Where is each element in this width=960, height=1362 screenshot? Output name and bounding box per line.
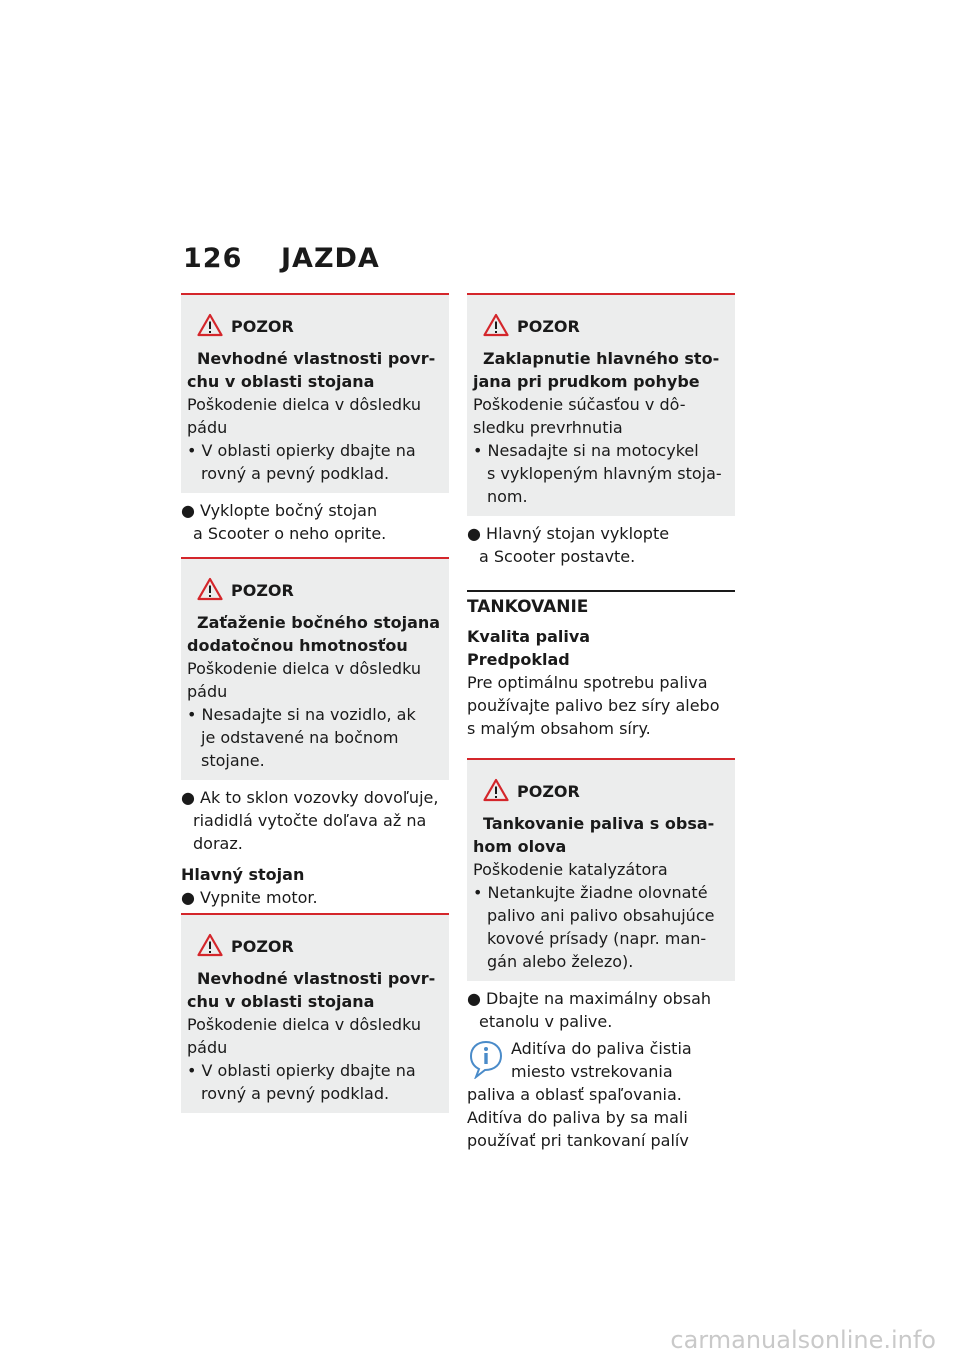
page-header [183,243,380,274]
instruction-step: ● Vypnite motor. [181,888,318,907]
watermark: carmanualsonline.info [670,1326,936,1354]
warning-title: POZOR [517,317,580,336]
instruction-step: ● Vyklopte bočný stojan a Scooter o neho oprite. [181,501,387,543]
subheading: Predpoklad [467,650,570,669]
warning-box [181,293,449,493]
warning-measure: • V oblasti opierky dbajte na rovný a pevný podklad. [187,441,416,483]
page-number: 126 [183,243,243,274]
warning-consequence: Poškodenie súčasťou v dô- sledku prevrhnutia [473,395,686,437]
warning-box [181,913,449,1113]
warning-triangle-icon [197,933,223,957]
instruction-step: ● Ak to sklon vozovky dovoľuje, riadidlá vytočte doľava až na doraz. [181,788,439,853]
warning-consequence: Poškodenie katalyzátora [473,860,668,879]
subheading: Hlavný stojan [181,865,305,884]
warning-hazard: Nevhodné vlastnosti povr- chu v oblasti stojana [187,969,436,1011]
warning-title: POZOR [231,581,294,600]
warning-box [467,758,735,981]
subheading: Kvalita paliva [467,627,591,646]
warning-title: POZOR [231,317,294,336]
warning-hazard: Zaťaženie bočného stojana dodatočnou hmotnosťou [187,613,441,655]
info-icon [467,1039,505,1079]
warning-hazard: Tankovanie paliva s obsa- hom olova [473,814,715,856]
warning-box [467,293,735,516]
warning-measure: • Netankujte žiadne olovnaté palivo ani palivo obsahujúce kovové prísady (napr. man- gán alebo železo). [473,883,715,971]
chapter-title: JAZDA [281,243,380,274]
instruction-step: ● Hlavný stojan vyklopte a Scooter postavte. [467,524,670,566]
warning-triangle-icon [197,313,223,337]
warning-box [181,557,449,780]
warning-hazard: Nevhodné vlastnosti povr- chu v oblasti stojana [187,349,436,391]
right-column [467,293,735,1152]
warning-triangle-icon [197,577,223,601]
instruction-step: ● Dbajte na maximálny obsah etanolu v palive. [467,989,712,1031]
warning-consequence: Poškodenie dielca v dôsledku pádu [187,395,421,437]
warning-title: POZOR [231,937,294,956]
warning-measure: • Nesadajte si na vozidlo, ak je odstavené na bočnom stojane. [187,705,416,770]
warning-measure: • V oblasti opierky dbajte na rovný a pevný podklad. [187,1061,416,1103]
section-heading: TANKOVANIE [467,590,735,619]
warning-consequence: Poškodenie dielca v dôsledku pádu [187,659,421,701]
left-column [181,293,449,1113]
warning-triangle-icon [483,313,509,337]
warning-consequence: Poškodenie dielca v dôsledku pádu [187,1015,421,1057]
warning-triangle-icon [483,778,509,802]
warning-title: POZOR [517,782,580,801]
warning-measure: • Nesadajte si na motocykel s vyklopeným hlavným stoja- nom. [473,441,722,506]
info-note: Aditíva do paliva čistia miesto vstrekovania paliva a oblasť spaľovania. Aditíva do paliva by sa mali používať pri tankovaní palív [467,1039,692,1150]
paragraph: Pre optimálnu spotrebu paliva používajte palivo bez síry alebo s malým obsahom síry. [467,673,720,738]
warning-hazard: Zaklapnutie hlavného sto- jana pri prudkom pohybe [473,349,720,391]
